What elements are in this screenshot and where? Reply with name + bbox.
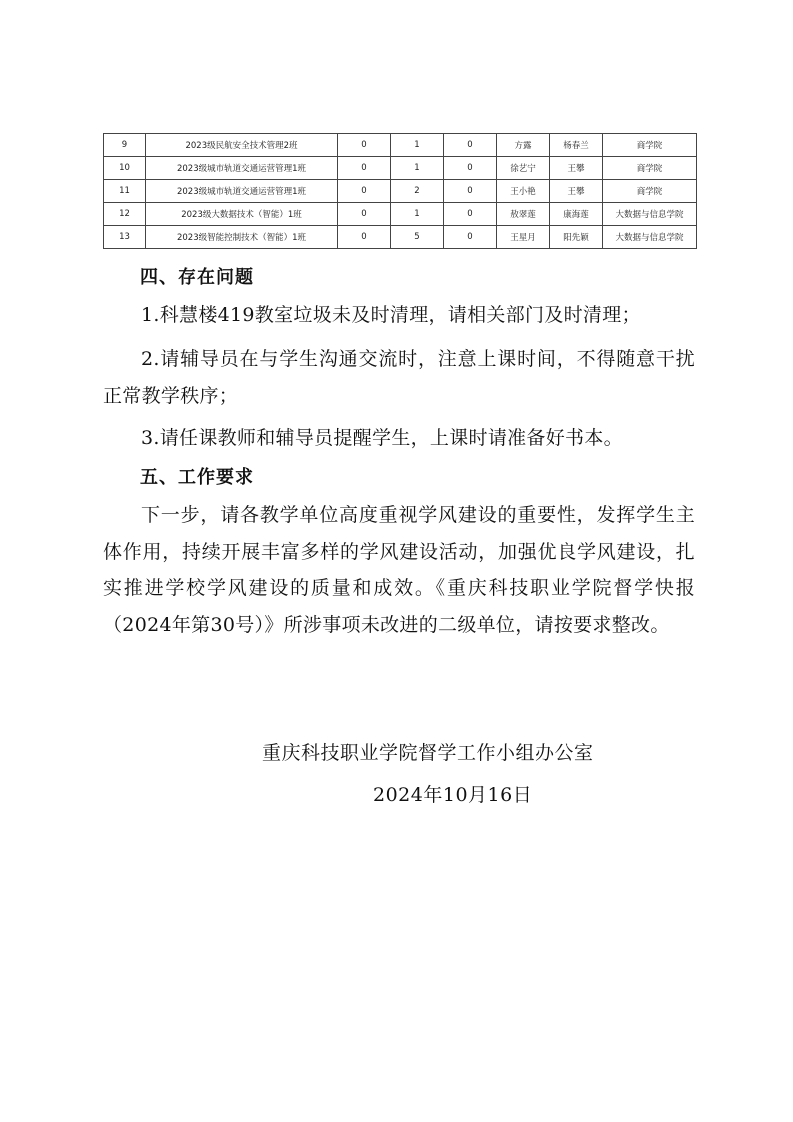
cell-count-a: 0 xyxy=(338,226,391,249)
cell-row-index: 12 xyxy=(104,203,146,226)
cell-college: 大数据与信息学院 xyxy=(603,226,697,249)
table-row xyxy=(104,226,697,249)
cell-teacher: 徐艺宁 xyxy=(497,157,550,180)
cell-count-c: 0 xyxy=(444,157,497,180)
issue-item-3: 3.请任课教师和辅导员提醒学生，上课时请准备好书本。 xyxy=(141,427,623,449)
section-5-heading: 五、工作要求 xyxy=(140,467,254,488)
signature-date: 2024年10月16日 xyxy=(373,784,533,806)
cell-counselor: 康海莲 xyxy=(550,203,603,226)
cell-count-b: 5 xyxy=(391,226,444,249)
cell-count-a: 0 xyxy=(338,157,391,180)
cell-count-a: 0 xyxy=(338,180,391,203)
issue-item-1: 1.科慧楼419教室垃圾未及时清理，请相关部门及时清理； xyxy=(141,304,641,326)
table-row xyxy=(104,203,697,226)
cell-teacher: 王星月 xyxy=(497,226,550,249)
table-row xyxy=(104,157,697,180)
cell-row-index: 13 xyxy=(104,226,146,249)
section-4-heading: 四、存在问题 xyxy=(140,267,254,288)
table-row xyxy=(104,134,697,157)
cell-count-a: 0 xyxy=(338,134,391,157)
cell-count-c: 0 xyxy=(444,134,497,157)
table-row xyxy=(104,180,697,203)
signature-org: 重庆科技职业学院督学工作小组办公室 xyxy=(262,742,594,764)
cell-class-name: 2023级大数据技术（智能）1班 xyxy=(146,203,338,226)
cell-teacher: 方露 xyxy=(497,134,550,157)
cell-college: 商学院 xyxy=(603,157,697,180)
cell-teacher: 王小艳 xyxy=(497,180,550,203)
cell-counselor: 王攀 xyxy=(550,180,603,203)
cell-count-c: 0 xyxy=(444,203,497,226)
cell-count-c: 0 xyxy=(444,226,497,249)
cell-counselor: 阳先颖 xyxy=(550,226,603,249)
cell-row-index: 10 xyxy=(104,157,146,180)
cell-count-a: 0 xyxy=(338,203,391,226)
cell-counselor: 王攀 xyxy=(550,157,603,180)
issue-item-2: 2.请辅导员在与学生沟通交流时，注意上课时间，不得随意干扰正常教学秩序； xyxy=(103,348,695,407)
cell-class-name: 2023级城市轨道交通运营管理1班 xyxy=(146,180,338,203)
cell-class-name: 2023级民航安全技术管理2班 xyxy=(146,134,338,157)
cell-row-index: 11 xyxy=(104,180,146,203)
cell-class-name: 2023级智能控制技术（智能）1班 xyxy=(146,226,338,249)
cell-college: 大数据与信息学院 xyxy=(603,203,697,226)
cell-count-b: 1 xyxy=(391,134,444,157)
work-requirements-body: 下一步，请各教学单位高度重视学风建设的重要性，发挥学生主体作用，持续开展丰富多样的学风建设活动，加强优良学风建设，扎实推进学校学风建设的质量和成效。《重庆科技职业学院督学快报（2024年第30号）》所涉事项未改进的二级单位，请按要求整改。 xyxy=(103,504,695,636)
inspection-table xyxy=(103,133,697,249)
cell-count-b: 1 xyxy=(391,203,444,226)
cell-counselor: 杨春兰 xyxy=(550,134,603,157)
cell-class-name: 2023级城市轨道交通运营管理1班 xyxy=(146,157,338,180)
cell-count-b: 2 xyxy=(391,180,444,203)
cell-teacher: 敖翠莲 xyxy=(497,203,550,226)
cell-row-index: 9 xyxy=(104,134,146,157)
cell-count-b: 1 xyxy=(391,157,444,180)
cell-college: 商学院 xyxy=(603,180,697,203)
inspection-table-wrap xyxy=(103,133,696,249)
cell-count-c: 0 xyxy=(444,180,497,203)
cell-college: 商学院 xyxy=(603,134,697,157)
